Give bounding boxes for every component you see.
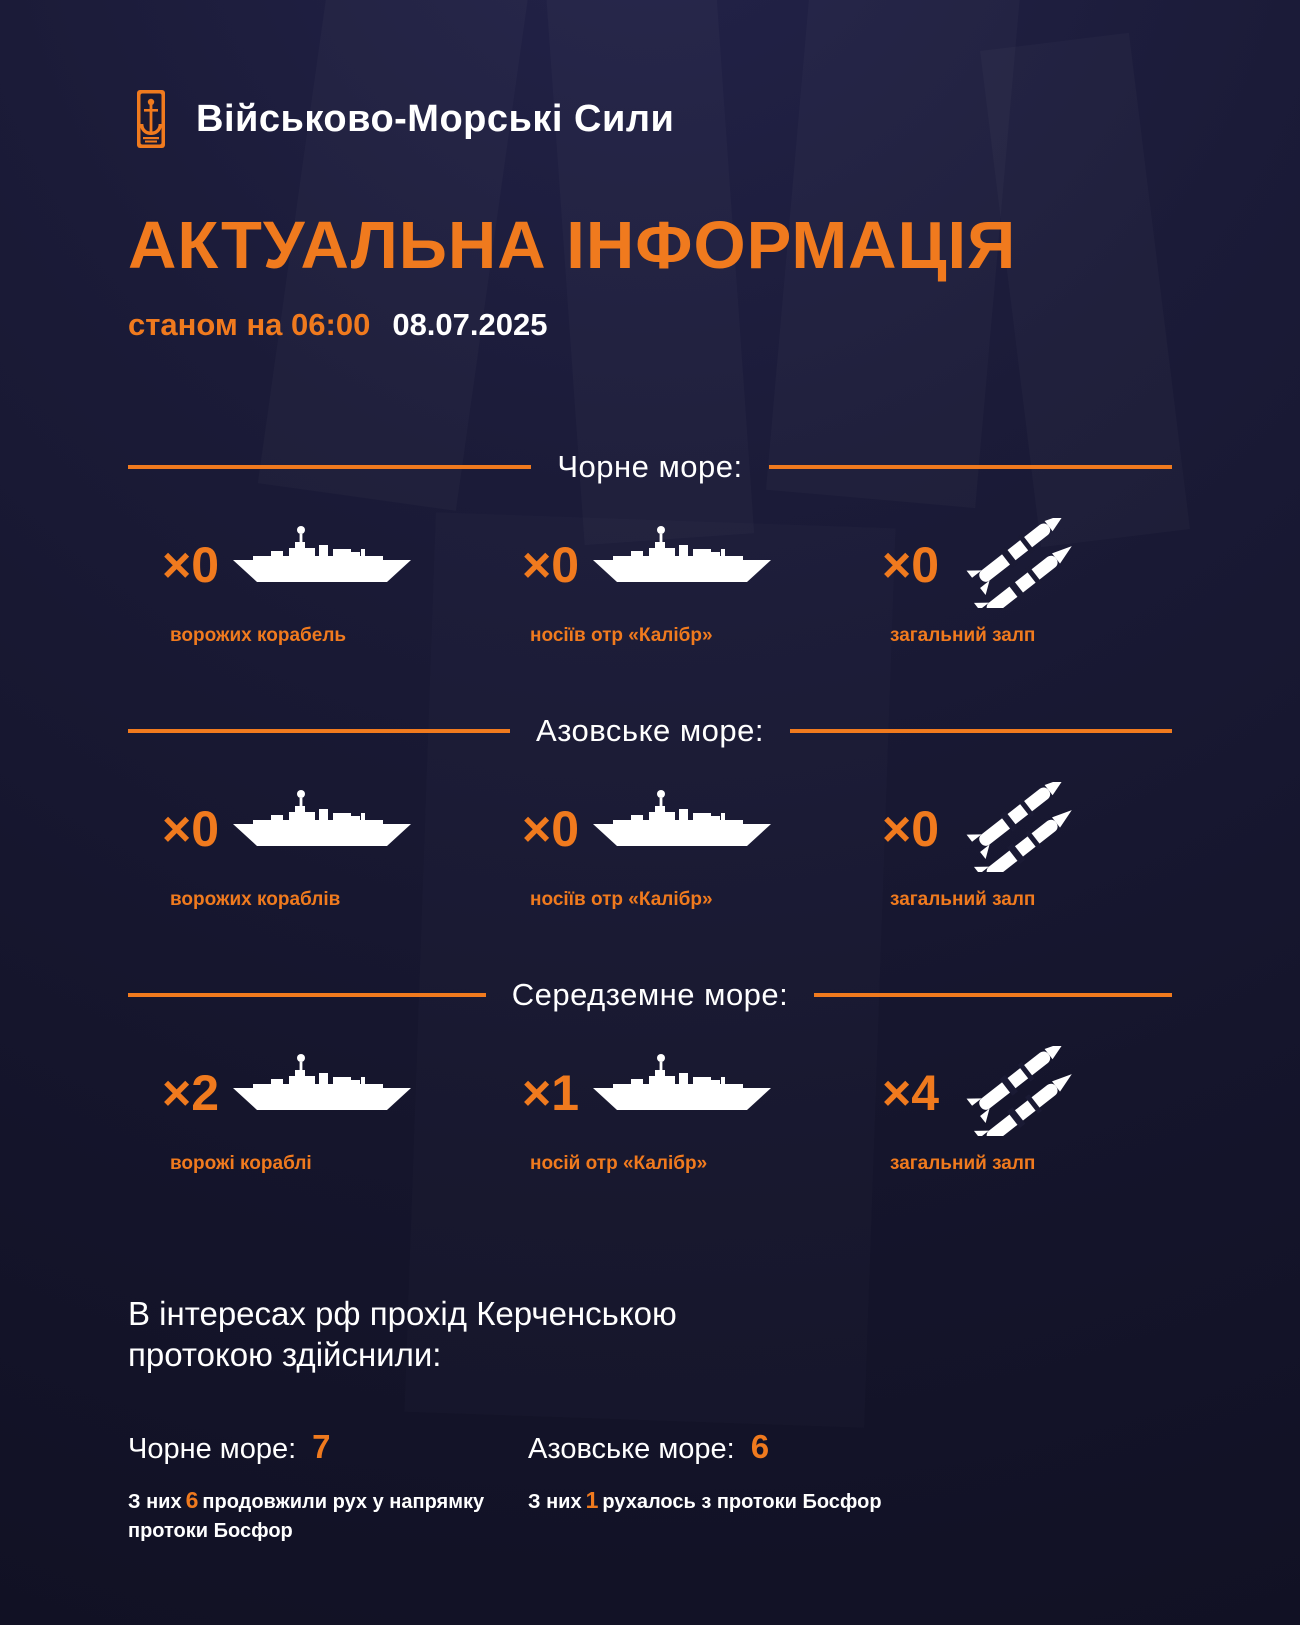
section-title: Азовське море: <box>536 713 764 748</box>
section-mediterranean-sea <box>0 977 1300 1175</box>
footer-stat-note-prefix: З них <box>528 1490 582 1513</box>
section-title: Середземне море: <box>511 977 789 1012</box>
warship-icon <box>223 1046 423 1141</box>
section-azov-sea <box>0 713 1300 911</box>
missiles-icon <box>943 518 1133 613</box>
divider-left <box>128 993 486 997</box>
stat-figure <box>162 1039 423 1147</box>
warship-icon <box>223 782 423 877</box>
section-header <box>0 977 1300 1013</box>
stat-figure <box>162 511 423 619</box>
stat-cell <box>830 511 1190 647</box>
divider-left <box>128 729 510 733</box>
divider-right <box>814 993 1172 997</box>
as-of-label: станом на 06:00 <box>128 307 371 342</box>
page-title: АКТУАЛЬНА ІНФОРМАЦІЯ <box>128 208 1017 283</box>
stat-figure <box>162 775 423 883</box>
stat-count: ×2 <box>162 1065 220 1121</box>
footer-stats <box>128 1428 1172 1546</box>
section-title: Чорне море: <box>557 449 743 484</box>
stat-count: ×0 <box>882 801 940 857</box>
stat-count: ×4 <box>882 1065 940 1121</box>
stat-count: ×0 <box>522 801 580 857</box>
stat-caption: ворожих корабель <box>170 625 347 646</box>
missiles-icon <box>943 782 1133 877</box>
brand-header <box>0 0 1300 150</box>
stat-caption: носіїв отр «Калібр» <box>530 889 713 910</box>
section-black-sea <box>0 449 1300 647</box>
section-header <box>0 713 1300 749</box>
anchor-emblem-icon <box>128 88 174 150</box>
stat-cell <box>830 775 1190 911</box>
timestamp-line <box>128 307 1300 343</box>
stat-cell <box>470 775 830 911</box>
section-cells <box>0 1039 1300 1175</box>
stat-caption: ворожі кораблі <box>170 1153 312 1174</box>
stat-cell <box>830 1039 1190 1175</box>
footer-stat-note-text: рухалось з протоки Босфор <box>602 1490 882 1513</box>
footer-stat-note-text: продовжили рух у напрямку протоки Босфор <box>128 1490 485 1542</box>
stat-count: ×0 <box>162 537 220 593</box>
stat-caption: загальний залп <box>890 625 1036 646</box>
stat-caption: ворожих кораблів <box>170 889 341 910</box>
warship-icon <box>583 782 783 877</box>
stat-caption: носій отр «Калібр» <box>530 1153 708 1174</box>
section-cells <box>0 511 1300 647</box>
stat-cell <box>470 1039 830 1175</box>
stat-caption: носіїв отр «Калібр» <box>530 625 713 646</box>
stat-count: ×0 <box>162 801 220 857</box>
stat-figure <box>522 511 783 619</box>
stat-figure <box>522 1039 783 1147</box>
report-date: 08.07.2025 <box>392 307 548 342</box>
footer-stat-note-prefix: З них <box>128 1490 182 1513</box>
stat-caption: загальний залп <box>890 1153 1036 1174</box>
divider-right <box>790 729 1172 733</box>
missiles-icon <box>943 1046 1133 1141</box>
brand-title: Військово-Морські Сили <box>196 97 675 140</box>
footer-stat-note <box>128 1484 488 1546</box>
stat-figure <box>882 775 1133 883</box>
divider-left <box>128 465 531 469</box>
section-header <box>0 449 1300 485</box>
footer-stat-black-sea <box>128 1428 528 1546</box>
stat-count: ×0 <box>882 537 940 593</box>
footer-block <box>0 1293 1300 1546</box>
footer-stat-azov-sea <box>528 1428 928 1546</box>
footer-stat-label: Азовське море: <box>528 1432 735 1465</box>
stat-count: ×0 <box>522 537 580 593</box>
footer-stat-head <box>528 1428 928 1466</box>
warship-icon <box>583 518 783 613</box>
footer-stat-head <box>128 1428 528 1466</box>
footer-title: В інтересах рф прохід Керченською протокою здійснили: <box>128 1295 677 1374</box>
stat-cell <box>110 511 470 647</box>
footer-stat-value: 6 <box>750 1427 770 1465</box>
stat-cell <box>110 1039 470 1175</box>
stat-caption: загальний залп <box>890 889 1036 910</box>
stat-figure <box>882 511 1133 619</box>
stat-figure <box>882 1039 1133 1147</box>
stat-count: ×1 <box>522 1065 580 1121</box>
footer-stat-note-value: 1 <box>585 1486 599 1513</box>
section-cells <box>0 775 1300 911</box>
footer-stat-note <box>528 1484 888 1517</box>
divider-right <box>769 465 1172 469</box>
warship-icon <box>583 1046 783 1141</box>
stat-cell <box>470 511 830 647</box>
stat-figure <box>522 775 783 883</box>
footer-stat-note-value: 6 <box>185 1486 199 1513</box>
stat-cell <box>110 775 470 911</box>
warship-icon <box>223 518 423 613</box>
footer-stat-label: Чорне море: <box>128 1432 297 1465</box>
footer-stat-value: 7 <box>312 1427 331 1465</box>
